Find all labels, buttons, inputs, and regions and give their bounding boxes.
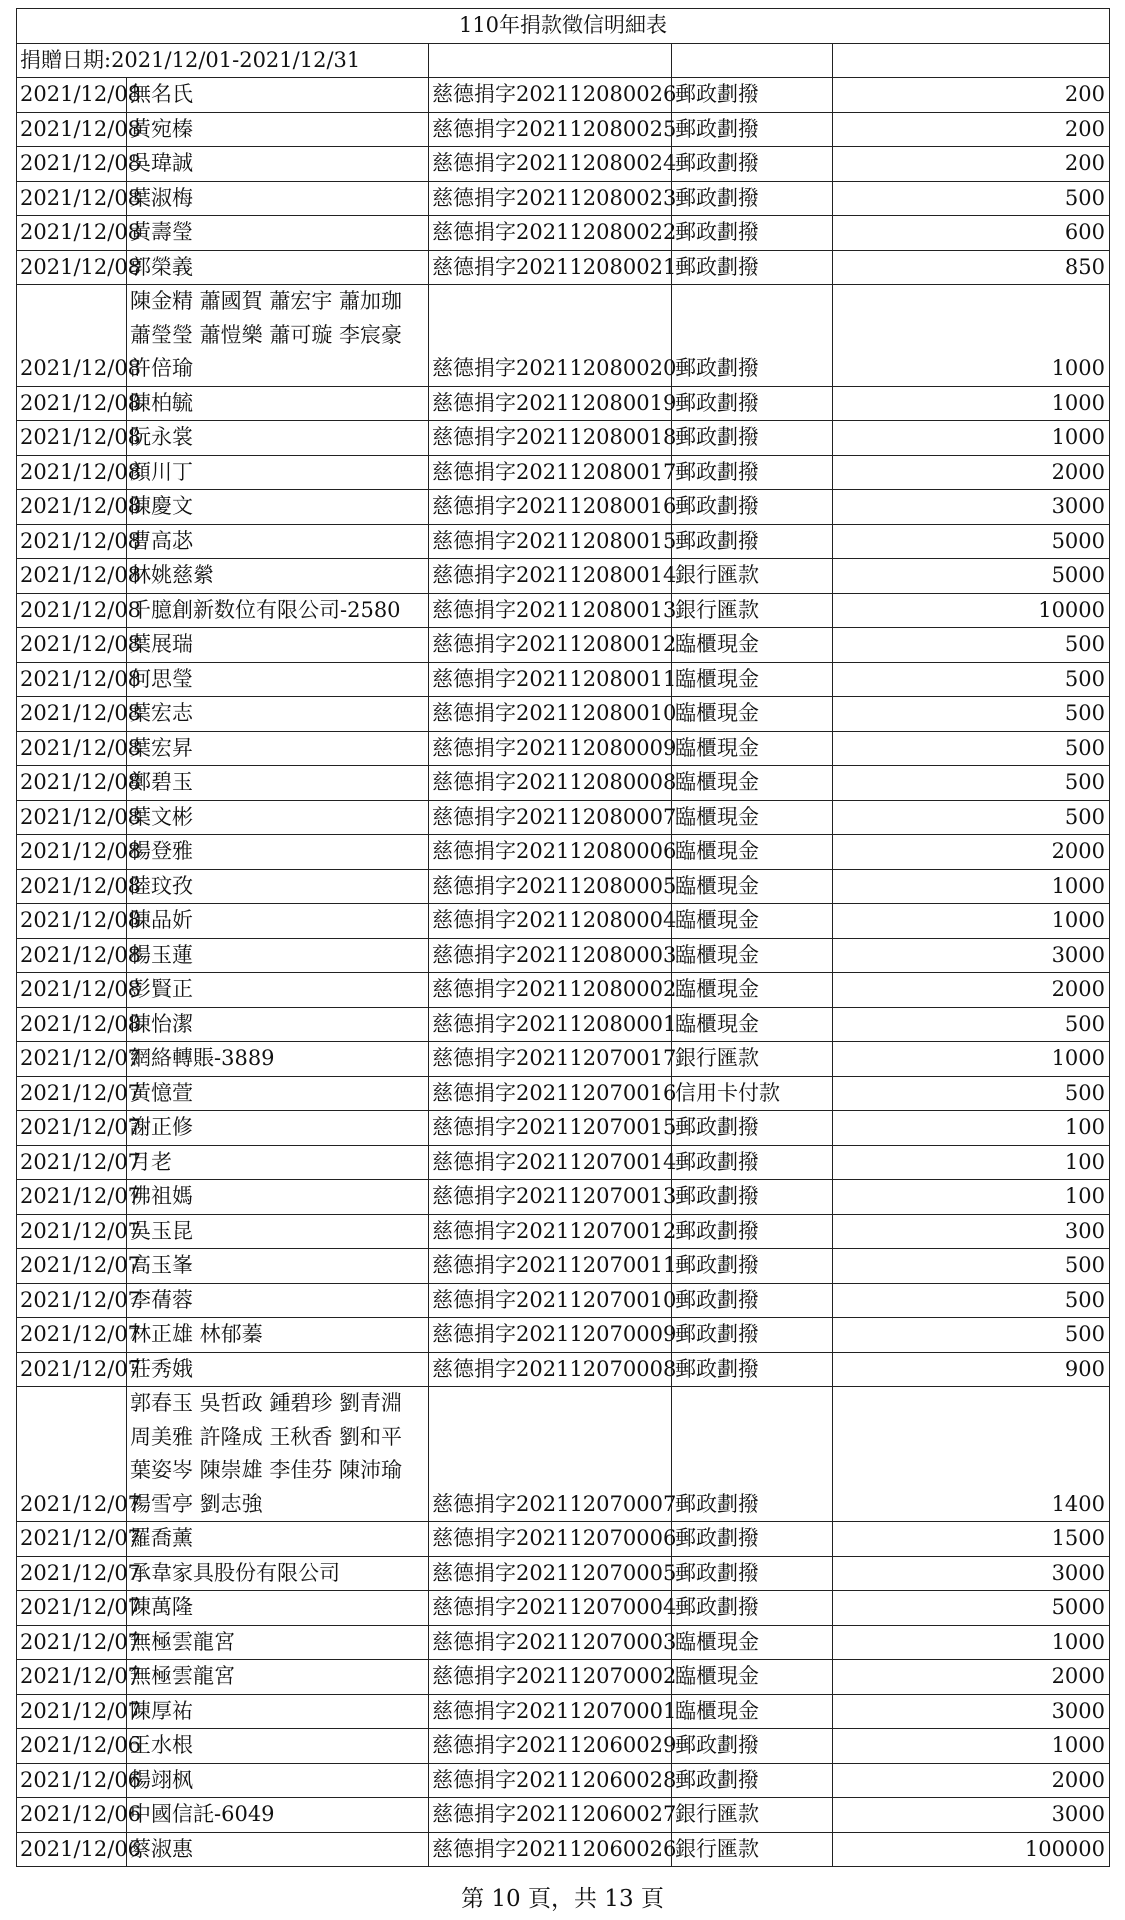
table-title: 110年捐款徵信明細表 — [17, 9, 1110, 44]
donation-date: 2021/12/07 — [17, 1556, 127, 1591]
payment-method: 郵政劃撥 — [672, 421, 833, 456]
payment-method: 銀行匯款 — [672, 1042, 833, 1077]
payment-method: 臨櫃現金 — [672, 697, 833, 732]
table-row — [17, 1283, 1110, 1318]
donation-amount: 2000 — [833, 835, 1110, 870]
receipt-number: 慈德捐字202112070004 — [429, 1591, 672, 1626]
donor-name: 葉文彬 — [127, 800, 429, 835]
donor-name: 林正雄 林郁蓁 — [127, 1318, 429, 1353]
donor-name: 曹高苾 — [127, 524, 429, 559]
table-row — [17, 697, 1110, 732]
donation-amount: 2000 — [833, 973, 1110, 1008]
donation-amount: 500 — [833, 731, 1110, 766]
donation-period: 捐贈日期:2021/12/01-2021/12/31 — [17, 43, 429, 78]
donation-amount: 100 — [833, 1145, 1110, 1180]
donation-amount: 1000 — [833, 386, 1110, 421]
table-row — [17, 628, 1110, 663]
receipt-number: 慈德捐字202112070010 — [429, 1283, 672, 1318]
receipt-number: 慈德捐字202112070006 — [429, 1522, 672, 1557]
payment-method: 臨櫃現金 — [672, 1660, 833, 1695]
donation-date: 2021/12/07 — [17, 1145, 127, 1180]
receipt-number: 慈德捐字202112060029 — [429, 1729, 672, 1764]
table-row — [17, 904, 1110, 939]
donation-amount: 500 — [833, 697, 1110, 732]
payment-method: 臨櫃現金 — [672, 835, 833, 870]
donation-date: 2021/12/06 — [17, 1729, 127, 1764]
empty-cell — [429, 43, 672, 78]
donor-name: 阮永裳 — [127, 421, 429, 456]
receipt-number: 慈德捐字202112070015 — [429, 1111, 672, 1146]
donor-name: 陳萬隆 — [127, 1591, 429, 1626]
payment-method: 郵政劃撥 — [672, 1180, 833, 1215]
donor-name: 黃憶萱 — [127, 1076, 429, 1111]
table-row — [17, 973, 1110, 1008]
receipt-number: 慈德捐字202112070016 — [429, 1076, 672, 1111]
payment-method: 臨櫃現金 — [672, 1007, 833, 1042]
donation-date: 2021/12/08 — [17, 973, 127, 1008]
table-row — [17, 1763, 1110, 1798]
title-row — [17, 9, 1110, 44]
payment-method: 銀行匯款 — [672, 593, 833, 628]
donation-date: 2021/12/07 — [17, 1591, 127, 1626]
donation-amount: 2000 — [833, 1763, 1110, 1798]
payment-method: 郵政劃撥 — [672, 455, 833, 490]
donation-amount: 1000 — [833, 1729, 1110, 1764]
donation-date: 2021/12/07 — [17, 1214, 127, 1249]
table-row — [17, 835, 1110, 870]
donor-name: 郭榮義 — [127, 250, 429, 285]
donor-name: 葉宏志 — [127, 697, 429, 732]
donation-amount: 5000 — [833, 1591, 1110, 1626]
payment-method: 銀行匯款 — [672, 1832, 833, 1867]
donation-amount: 500 — [833, 1076, 1110, 1111]
period-row — [17, 43, 1110, 78]
donation-amount: 100 — [833, 1111, 1110, 1146]
receipt-number: 慈德捐字202112080004 — [429, 904, 672, 939]
receipt-number: 慈德捐字202112070012 — [429, 1214, 672, 1249]
receipt-number: 慈德捐字202112080006 — [429, 835, 672, 870]
donation-amount: 3000 — [833, 1798, 1110, 1833]
table-row — [17, 1318, 1110, 1353]
receipt-number: 慈德捐字202112060026 — [429, 1832, 672, 1867]
payment-method: 郵政劃撥 — [672, 250, 833, 285]
donation-date: 2021/12/08 — [17, 559, 127, 594]
donation-date: 2021/12/08 — [17, 835, 127, 870]
payment-method: 信用卡付款 — [672, 1076, 833, 1111]
donation-date: 2021/12/07 — [17, 1352, 127, 1387]
table-row — [17, 1729, 1110, 1764]
donor-name: 葉淑梅 — [127, 181, 429, 216]
donation-date: 2021/12/08 — [17, 697, 127, 732]
receipt-number: 慈德捐字202112080010 — [429, 697, 672, 732]
table-row — [17, 766, 1110, 801]
receipt-number: 慈德捐字202112080019 — [429, 386, 672, 421]
receipt-number: 慈德捐字202112060027 — [429, 1798, 672, 1833]
donation-date: 2021/12/07 — [17, 1283, 127, 1318]
donor-name: 中國信託-6049 — [127, 1798, 429, 1833]
receipt-number: 慈德捐字202112080008 — [429, 766, 672, 801]
donor-name: 陳金精 蕭國賀 蕭宏宇 蕭加珈 蕭瑩瑩 蕭愷樂 蕭可璇 李宸豪 許倍瑜 — [127, 285, 429, 387]
payment-method: 郵政劃撥 — [672, 1387, 833, 1522]
empty-cell — [833, 43, 1110, 78]
donation-amount: 500 — [833, 1249, 1110, 1284]
donor-name: 無名氏 — [127, 78, 429, 113]
page-footer: 第 10 頁，共 13 頁 — [461, 1886, 664, 1912]
donation-amount: 850 — [833, 250, 1110, 285]
payment-method: 郵政劃撥 — [672, 1522, 833, 1557]
table-row — [17, 1798, 1110, 1833]
donation-amount: 500 — [833, 628, 1110, 663]
receipt-number: 慈德捐字202112060028 — [429, 1763, 672, 1798]
receipt-number: 慈德捐字202112070017 — [429, 1042, 672, 1077]
donation-amount: 1000 — [833, 1625, 1110, 1660]
donation-amount: 500 — [833, 800, 1110, 835]
table-row — [17, 147, 1110, 182]
donor-name: 蔡淑惠 — [127, 1832, 429, 1867]
receipt-number: 慈德捐字202112070014 — [429, 1145, 672, 1180]
payment-method: 郵政劃撥 — [672, 285, 833, 387]
donation-date: 2021/12/08 — [17, 904, 127, 939]
payment-method: 郵政劃撥 — [672, 386, 833, 421]
donation-amount: 200 — [833, 78, 1110, 113]
donation-amount: 1000 — [833, 285, 1110, 387]
donation-date: 2021/12/07 — [17, 1694, 127, 1729]
donation-date: 2021/12/08 — [17, 216, 127, 251]
donation-amount: 200 — [833, 147, 1110, 182]
payment-method: 郵政劃撥 — [672, 1111, 833, 1146]
donation-amount: 100000 — [833, 1832, 1110, 1867]
receipt-number: 慈德捐字202112070009 — [429, 1318, 672, 1353]
donation-date: 2021/12/07 — [17, 1249, 127, 1284]
receipt-number: 慈德捐字202112080007 — [429, 800, 672, 835]
table-row — [17, 1111, 1110, 1146]
table-row — [17, 1660, 1110, 1695]
receipt-number: 慈德捐字202112080023 — [429, 181, 672, 216]
receipt-number: 慈德捐字202112070003 — [429, 1625, 672, 1660]
payment-method: 郵政劃撥 — [672, 1352, 833, 1387]
table-row — [17, 524, 1110, 559]
donor-name: 楊翊枫 — [127, 1763, 429, 1798]
payment-method: 臨櫃現金 — [672, 662, 833, 697]
donation-date: 2021/12/08 — [17, 250, 127, 285]
donation-amount: 10000 — [833, 593, 1110, 628]
receipt-number: 慈德捐字202112080022 — [429, 216, 672, 251]
table-row — [17, 1249, 1110, 1284]
payment-method: 臨櫃現金 — [672, 1694, 833, 1729]
donor-name: 陸玟孜 — [127, 869, 429, 904]
receipt-number: 慈德捐字202112080015 — [429, 524, 672, 559]
table-row — [17, 1591, 1110, 1626]
table-row — [17, 1694, 1110, 1729]
donation-date: 2021/12/08 — [17, 938, 127, 973]
donation-date: 2021/12/08 — [17, 869, 127, 904]
payment-method: 郵政劃撥 — [672, 1249, 833, 1284]
payment-method: 郵政劃撥 — [672, 1556, 833, 1591]
donation-amount: 3000 — [833, 938, 1110, 973]
table-row — [17, 1145, 1110, 1180]
donor-name: 吳玉昆 — [127, 1214, 429, 1249]
donor-name: 謝正修 — [127, 1111, 429, 1146]
payment-method: 銀行匯款 — [672, 559, 833, 594]
donor-name: 無極雲龍宮 — [127, 1660, 429, 1695]
donation-date: 2021/12/07 — [17, 1042, 127, 1077]
receipt-number: 慈德捐字202112080017 — [429, 455, 672, 490]
donation-date: 2021/12/07 — [17, 1625, 127, 1660]
table-row — [17, 112, 1110, 147]
donor-name: 郭春玉 吳哲政 鍾碧珍 劉青淵 周美雅 許隆成 王秋香 劉和平 葉姿岑 陳崇雄 李佳芬 陳沛瑜 楊雪亭 劉志強 — [127, 1387, 429, 1522]
donation-amount: 500 — [833, 1283, 1110, 1318]
table-row — [17, 869, 1110, 904]
donation-date: 2021/12/08 — [17, 112, 127, 147]
receipt-number: 慈德捐字202112080013 — [429, 593, 672, 628]
donation-amount: 2000 — [833, 1660, 1110, 1695]
donation-date: 2021/12/07 — [17, 1111, 127, 1146]
table-row — [17, 1387, 1110, 1522]
donation-amount: 500 — [833, 181, 1110, 216]
receipt-number: 慈德捐字202112080026 — [429, 78, 672, 113]
donor-name: 鄭碧玉 — [127, 766, 429, 801]
receipt-number: 慈德捐字202112070011 — [429, 1249, 672, 1284]
receipt-number: 慈德捐字202112080014 — [429, 559, 672, 594]
receipt-number: 慈德捐字202112070002 — [429, 1660, 672, 1695]
table-row — [17, 455, 1110, 490]
donation-amount: 500 — [833, 1007, 1110, 1042]
payment-method: 郵政劃撥 — [672, 1145, 833, 1180]
table-row — [17, 386, 1110, 421]
donation-date: 2021/12/08 — [17, 766, 127, 801]
table-row — [17, 1352, 1110, 1387]
donation-amount: 300 — [833, 1214, 1110, 1249]
donation-date: 2021/12/08 — [17, 731, 127, 766]
donation-amount: 900 — [833, 1352, 1110, 1387]
donation-date: 2021/12/08 — [17, 455, 127, 490]
receipt-number: 慈德捐字202112080025 — [429, 112, 672, 147]
donor-name: 顏川丁 — [127, 455, 429, 490]
donation-amount: 500 — [833, 766, 1110, 801]
donor-name: 千臆創新数位有限公司-2580 — [127, 593, 429, 628]
payment-method: 郵政劃撥 — [672, 147, 833, 182]
table-row — [17, 1042, 1110, 1077]
table-row — [17, 938, 1110, 973]
donation-amount: 5000 — [833, 524, 1110, 559]
donor-name: 陳厚祐 — [127, 1694, 429, 1729]
donor-name: 李蒨蓉 — [127, 1283, 429, 1318]
payment-method: 郵政劃撥 — [672, 216, 833, 251]
donor-name: 承韋家具股份有限公司 — [127, 1556, 429, 1591]
payment-method: 銀行匯款 — [672, 1798, 833, 1833]
receipt-number: 慈德捐字202112080009 — [429, 731, 672, 766]
donor-name: 林姚慈縈 — [127, 559, 429, 594]
donation-date: 2021/12/06 — [17, 1798, 127, 1833]
donation-date: 2021/12/08 — [17, 147, 127, 182]
donation-amount: 600 — [833, 216, 1110, 251]
donor-name: 葉宏昇 — [127, 731, 429, 766]
donor-name: 何思瑩 — [127, 662, 429, 697]
payment-method: 郵政劃撥 — [672, 490, 833, 525]
donation-date: 2021/12/07 — [17, 1660, 127, 1695]
donation-date: 2021/12/08 — [17, 285, 127, 387]
receipt-number: 慈德捐字202112080016 — [429, 490, 672, 525]
payment-method: 臨櫃現金 — [672, 800, 833, 835]
donation-date: 2021/12/06 — [17, 1832, 127, 1867]
donation-amount: 1000 — [833, 869, 1110, 904]
donation-amount: 2000 — [833, 455, 1110, 490]
donation-date: 2021/12/06 — [17, 1763, 127, 1798]
donation-amount: 3000 — [833, 490, 1110, 525]
payment-method: 臨櫃現金 — [672, 731, 833, 766]
table-row — [17, 1625, 1110, 1660]
donor-name: 佛祖媽 — [127, 1180, 429, 1215]
table-row — [17, 250, 1110, 285]
receipt-number: 慈德捐字202112070007 — [429, 1387, 672, 1522]
table-row — [17, 216, 1110, 251]
donor-name: 黃宛榛 — [127, 112, 429, 147]
donation-amount: 3000 — [833, 1556, 1110, 1591]
donation-date: 2021/12/08 — [17, 386, 127, 421]
payment-method: 郵政劃撥 — [672, 1283, 833, 1318]
payment-method: 郵政劃撥 — [672, 78, 833, 113]
donor-name: 網絡轉賬-3889 — [127, 1042, 429, 1077]
empty-cell — [672, 43, 833, 78]
donation-amount: 1400 — [833, 1387, 1110, 1522]
receipt-number: 慈德捐字202112080024 — [429, 147, 672, 182]
payment-method: 臨櫃現金 — [672, 1625, 833, 1660]
payment-method: 臨櫃現金 — [672, 904, 833, 939]
donation-date: 2021/12/07 — [17, 1076, 127, 1111]
donation-date: 2021/12/08 — [17, 628, 127, 663]
table-row — [17, 78, 1110, 113]
payment-method: 郵政劃撥 — [672, 181, 833, 216]
donor-name: 楊玉蓮 — [127, 938, 429, 973]
donor-name: 陳柏毓 — [127, 386, 429, 421]
receipt-number: 慈德捐字202112080011 — [429, 662, 672, 697]
donor-name: 莊秀娥 — [127, 1352, 429, 1387]
donation-date: 2021/12/08 — [17, 1007, 127, 1042]
donation-amount: 3000 — [833, 1694, 1110, 1729]
receipt-number: 慈德捐字202112080002 — [429, 973, 672, 1008]
donation-date: 2021/12/08 — [17, 662, 127, 697]
table-row — [17, 731, 1110, 766]
donor-name: 葉展瑞 — [127, 628, 429, 663]
table-row — [17, 1214, 1110, 1249]
receipt-number: 慈德捐字202112070001 — [429, 1694, 672, 1729]
table-row — [17, 559, 1110, 594]
donation-date: 2021/12/08 — [17, 78, 127, 113]
payment-method: 臨櫃現金 — [672, 628, 833, 663]
receipt-number: 慈德捐字202112080003 — [429, 938, 672, 973]
payment-method: 臨櫃現金 — [672, 766, 833, 801]
receipt-number: 慈德捐字202112080020 — [429, 285, 672, 387]
donor-name: 彭賢正 — [127, 973, 429, 1008]
donation-amount: 500 — [833, 662, 1110, 697]
table-row — [17, 490, 1110, 525]
table-row — [17, 593, 1110, 628]
receipt-number: 慈德捐字202112070005 — [429, 1556, 672, 1591]
donation-date: 2021/12/08 — [17, 524, 127, 559]
payment-method: 郵政劃撥 — [672, 1729, 833, 1764]
donor-name: 無極雲龍宮 — [127, 1625, 429, 1660]
payment-method: 郵政劃撥 — [672, 1591, 833, 1626]
donation-date: 2021/12/07 — [17, 1522, 127, 1557]
payment-method: 臨櫃現金 — [672, 869, 833, 904]
donor-name: 吳瑋誠 — [127, 147, 429, 182]
donor-name: 陳慶文 — [127, 490, 429, 525]
table-row — [17, 1522, 1110, 1557]
donor-name: 王水根 — [127, 1729, 429, 1764]
donor-name: 陳怡潔 — [127, 1007, 429, 1042]
donation-date: 2021/12/08 — [17, 181, 127, 216]
donation-amount: 1000 — [833, 904, 1110, 939]
receipt-number: 慈德捐字202112080001 — [429, 1007, 672, 1042]
table-row — [17, 1556, 1110, 1591]
donor-name: 陳品妡 — [127, 904, 429, 939]
donation-amount: 1000 — [833, 421, 1110, 456]
payment-method: 臨櫃現金 — [672, 938, 833, 973]
table-row — [17, 662, 1110, 697]
payment-method: 郵政劃撥 — [672, 1763, 833, 1798]
table-row — [17, 1076, 1110, 1111]
donor-name: 黃壽瑩 — [127, 216, 429, 251]
donor-name: 月老 — [127, 1145, 429, 1180]
payment-method: 郵政劃撥 — [672, 1214, 833, 1249]
donation-amount: 100 — [833, 1180, 1110, 1215]
donor-name: 高玉峯 — [127, 1249, 429, 1284]
donation-date: 2021/12/07 — [17, 1387, 127, 1522]
table-row — [17, 1007, 1110, 1042]
table-row — [17, 285, 1110, 387]
table-row — [17, 800, 1110, 835]
table-row — [17, 181, 1110, 216]
donation-date: 2021/12/08 — [17, 490, 127, 525]
table-row — [17, 1832, 1110, 1867]
payment-method: 郵政劃撥 — [672, 1318, 833, 1353]
receipt-number: 慈德捐字202112070008 — [429, 1352, 672, 1387]
donation-date: 2021/12/07 — [17, 1180, 127, 1215]
donation-date: 2021/12/08 — [17, 800, 127, 835]
donor-name: 楊登雅 — [127, 835, 429, 870]
donation-amount: 500 — [833, 1318, 1110, 1353]
receipt-number: 慈德捐字202112080021 — [429, 250, 672, 285]
donation-amount: 200 — [833, 112, 1110, 147]
donation-amount: 1500 — [833, 1522, 1110, 1557]
table-row — [17, 1180, 1110, 1215]
donation-amount: 1000 — [833, 1042, 1110, 1077]
donor-name: 羅喬薰 — [127, 1522, 429, 1557]
receipt-number: 慈德捐字202112070013 — [429, 1180, 672, 1215]
donation-date: 2021/12/07 — [17, 1318, 127, 1353]
payment-method: 郵政劃撥 — [672, 524, 833, 559]
donation-date: 2021/12/08 — [17, 421, 127, 456]
receipt-number: 慈德捐字202112080018 — [429, 421, 672, 456]
receipt-number: 慈德捐字202112080012 — [429, 628, 672, 663]
donation-date: 2021/12/08 — [17, 593, 127, 628]
donation-amount: 5000 — [833, 559, 1110, 594]
payment-method: 郵政劃撥 — [672, 112, 833, 147]
receipt-number: 慈德捐字202112080005 — [429, 869, 672, 904]
payment-method: 臨櫃現金 — [672, 973, 833, 1008]
donation-table — [16, 8, 1110, 1867]
table-row — [17, 421, 1110, 456]
